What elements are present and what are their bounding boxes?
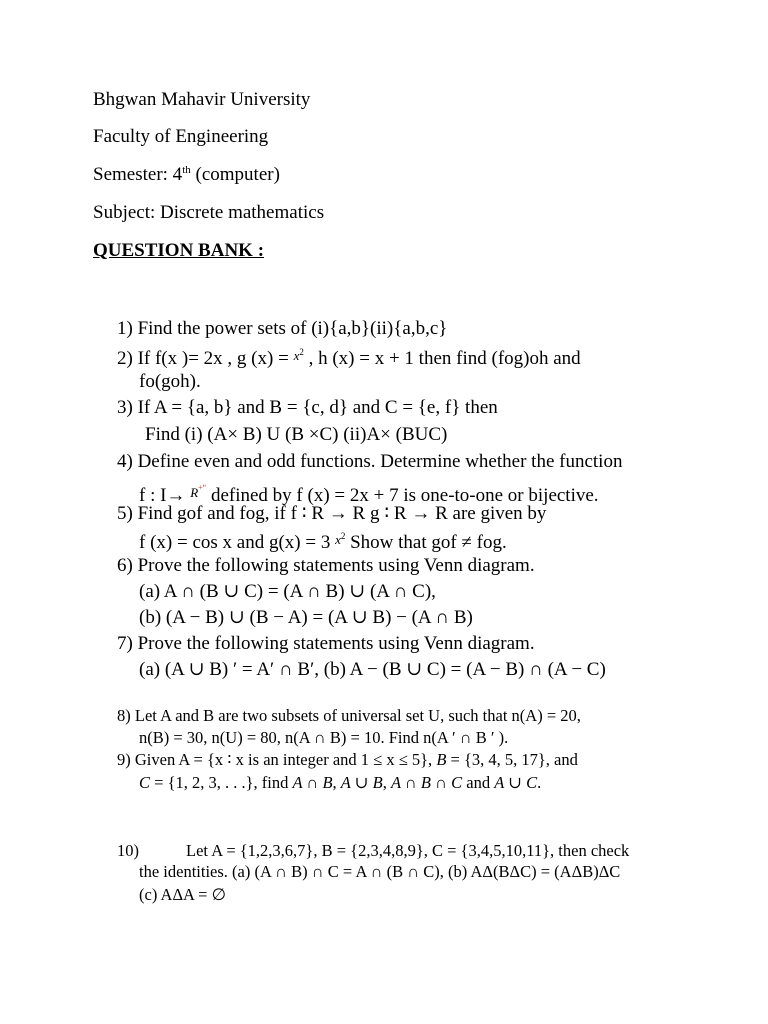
q9-text-c: = {1, 2, 3, . . .}, find xyxy=(150,773,293,792)
question-9-line-1 xyxy=(117,750,578,770)
q4-text-a: f : I→ xyxy=(139,485,191,506)
q2-text-a: 2) If f(x )= 2x , g (x) = xyxy=(117,348,294,369)
question-10-number: 10) xyxy=(117,841,139,860)
question-6-line-2: (a) A ∩ (B ∪ C) = (A ∩ B) ∪ (A ∩ C), xyxy=(139,581,436,602)
question-1: 1) Find the power sets of (i){a,b}(ii){a,b,c} xyxy=(117,318,448,339)
faculty-name: Faculty of Engineering xyxy=(93,126,269,147)
semester-superscript: th xyxy=(182,164,191,176)
q9-sep-1: , xyxy=(332,773,341,792)
question-10-line-2: the identities. (a) (A ∩ B) ∩ C = A ∩ (B ∩ C), (b) AΔ(BΔC) = (AΔB)ΔC xyxy=(139,862,621,881)
question-8-line-1: 8) Let A and B are two subsets of universal set U, such that n(A) = 20, xyxy=(117,706,581,725)
q9-period: . xyxy=(537,773,542,792)
subject-line: Subject: Discrete mathematics xyxy=(93,202,325,223)
q9-math-a-cup-c: A ∪ C xyxy=(494,773,538,792)
q9-text-a: 9) Given A = {x ∶ x is an integer and 1 ≤ x ≤ 5}, xyxy=(117,750,437,769)
question-8-line-2: n(B) = 30, n(U) = 80, n(A ∩ B) = 10. Find n(A ′ ∩ B ′ ). xyxy=(139,728,509,747)
semester-prefix: Semester: 4 xyxy=(93,164,183,185)
q2-superscript: 2 xyxy=(299,347,304,357)
question-7-line-2: (a) (A ∪ B) ′ = A′ ∩ B′, (b) A − (B ∪ C) = (A − B) ∩ (A − C) xyxy=(139,659,606,680)
q5-text-b: Show that gof ≠ fog. xyxy=(345,532,507,553)
q5-math-x: x xyxy=(335,532,341,547)
q9-and: and xyxy=(462,773,495,792)
question-2-line-2: fo(goh). xyxy=(139,371,201,392)
question-7-line-1: 7) Prove the following statements using Venn diagram. xyxy=(117,633,535,654)
q9-math-a-cup-b: A ∪ B xyxy=(340,773,383,792)
q2-math-x: x xyxy=(293,348,300,363)
q4-text-b: defined by f (x) = 2x + 7 is one-to-one or bijective. xyxy=(206,485,599,506)
question-bank-title: QUESTION BANK : xyxy=(93,240,265,261)
question-3-line-2: Find (i) (A× B) U (B ×C) (ii)A× (BUC) xyxy=(145,424,448,445)
question-3-line-1: 3) If A = {a, b} and B = {c, d} and C = {e, f} then xyxy=(117,397,498,418)
question-10-line-1: Let A = {1,2,3,6,7}, B = {2,3,4,8,9}, C = {3,4,5,10,11}, then check xyxy=(186,841,630,860)
q9-text-b: = {3, 4, 5, 17}, and xyxy=(446,750,578,769)
question-5-line-2 xyxy=(139,529,507,554)
q4-superscript: +“ xyxy=(198,483,207,492)
q9-sep-2: , xyxy=(382,773,391,792)
question-9-line-2 xyxy=(139,773,541,793)
question-2-line-1 xyxy=(117,345,581,370)
question-4-line-1: 4) Define even and odd functions. Determine whether the function xyxy=(117,451,623,472)
question-6-line-1: 6) Prove the following statements using Venn diagram. xyxy=(117,555,535,576)
semester-line xyxy=(93,164,280,186)
question-6-line-3: (b) (A − B) ∪ (B − A) = (A ∪ B) − (A ∩ B) xyxy=(139,607,473,628)
q9-math-a-cap-b: A ∩ B xyxy=(292,773,333,792)
q4-math-r: R xyxy=(190,485,199,500)
q5-superscript: 2 xyxy=(340,531,346,541)
q9-math-c: C xyxy=(139,773,151,792)
question-10-line-3: (c) AΔA = ∅ xyxy=(139,885,226,904)
q9-math-b: B xyxy=(436,750,447,769)
q5-text-a: f (x) = cos x and g(x) = 3 xyxy=(139,532,336,553)
question-5-line-1: 5) Find gof and fog, if f ∶ R → R g ∶ R → R are given by xyxy=(117,503,547,524)
q9-math-a-cap-b-cap-c: A ∩ B ∩ C xyxy=(390,773,463,792)
semester-suffix: (computer) xyxy=(190,164,280,185)
university-name: Bhgwan Mahavir University xyxy=(93,89,311,110)
q2-text-b: , h (x) = x + 1 then find (fog)oh and xyxy=(303,348,581,369)
